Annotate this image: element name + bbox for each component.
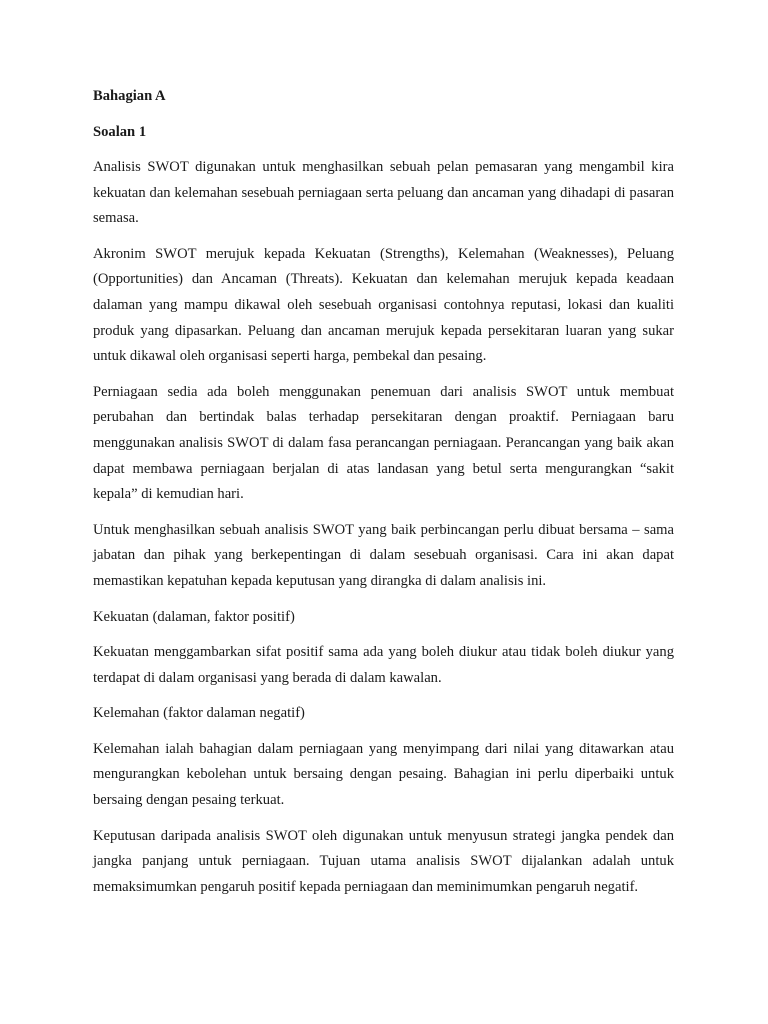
paragraph-swot-discussion: Untuk menghasilkan sebuah analisis SWOT yang baik perbincangan perlu dibuat bersama – sama jabatan dan pihak yang berkepentingan di dalam sesebuah organisasi. Cara ini akan dapat memastikan kepatuhan kepada keputusan yang dirangka di dalam analisis ini. xyxy=(93,521,674,589)
paragraph-swot-results: Keputusan daripada analisis SWOT oleh digunakan untuk menyusun strategi jangka pendek dan jangka panjang untuk perniagaan. Tujuan utama analisis SWOT dijalankan adalah untuk memaksimumkan pengaruh positif kepada perniagaan dan meminimumkan pengaruh negatif. xyxy=(93,827,674,895)
paragraph-swot-intro: Analisis SWOT digunakan untuk menghasilkan sebuah pelan pemasaran yang mengambil kira kekuatan dan kelemahan sesebuah perniagaan serta peluang dan ancaman yang dihadapi di pasaran semasa. xyxy=(93,159,674,227)
paragraph-strengths: Kekuatan menggambarkan sifat positif sama ada yang boleh diukur atau tidak boleh diukur yang terdapat di dalam organisasi yang berada di dalam kawalan. xyxy=(93,644,674,686)
document-body xyxy=(93,83,674,900)
paragraph-swot-acronym: Akronim SWOT merujuk kepada Kekuatan (Strengths), Kelemahan (Weaknesses), Peluang (Opportunities) dan Ancaman (Threats). Kekuatan dan kelemahan merujuk kepada keadaan dalaman yang mampu dikawal oleh sesebuah organisasi contohnya reputasi, lokasi dan kualiti produk yang dipasarkan. Peluang dan ancaman merujuk kepada persekitaran luaran yang sukar untuk dikawal oleh organisasi seperti harga, pembekal dan pesaing. xyxy=(93,245,674,365)
section-title: Bahagian A xyxy=(93,88,166,104)
subheading-strengths: Kekuatan (dalaman, faktor positif) xyxy=(93,608,295,625)
subheading-weaknesses: Kelemahan (faktor dalaman negatif) xyxy=(93,705,305,722)
paragraph-weaknesses: Kelemahan ialah bahagian dalam perniagaan yang menyimpang dari nilai yang ditawarkan atau mengurangkan kebolehan untuk bersaing dengan pesaing. Bahagian ini perlu diperbaiki untuk bersaing dengan pesaing terkuat. xyxy=(93,740,674,809)
question-title: Soalan 1 xyxy=(93,124,147,140)
paragraph-swot-usage: Perniagaan sedia ada boleh menggunakan penemuan dari analisis SWOT untuk membuat perubahan dan bertindak balas terhadap persekitaran dengan proaktif. Perniagaan baru menggunakan analisis SWOT di dalam fasa perancangan perniagaan. Perancangan yang baik akan dapat membawa perniagaan berjalan di atas landasan yang betul serta mengurangkan “sakit kepala” di kemudian hari. xyxy=(93,383,674,503)
